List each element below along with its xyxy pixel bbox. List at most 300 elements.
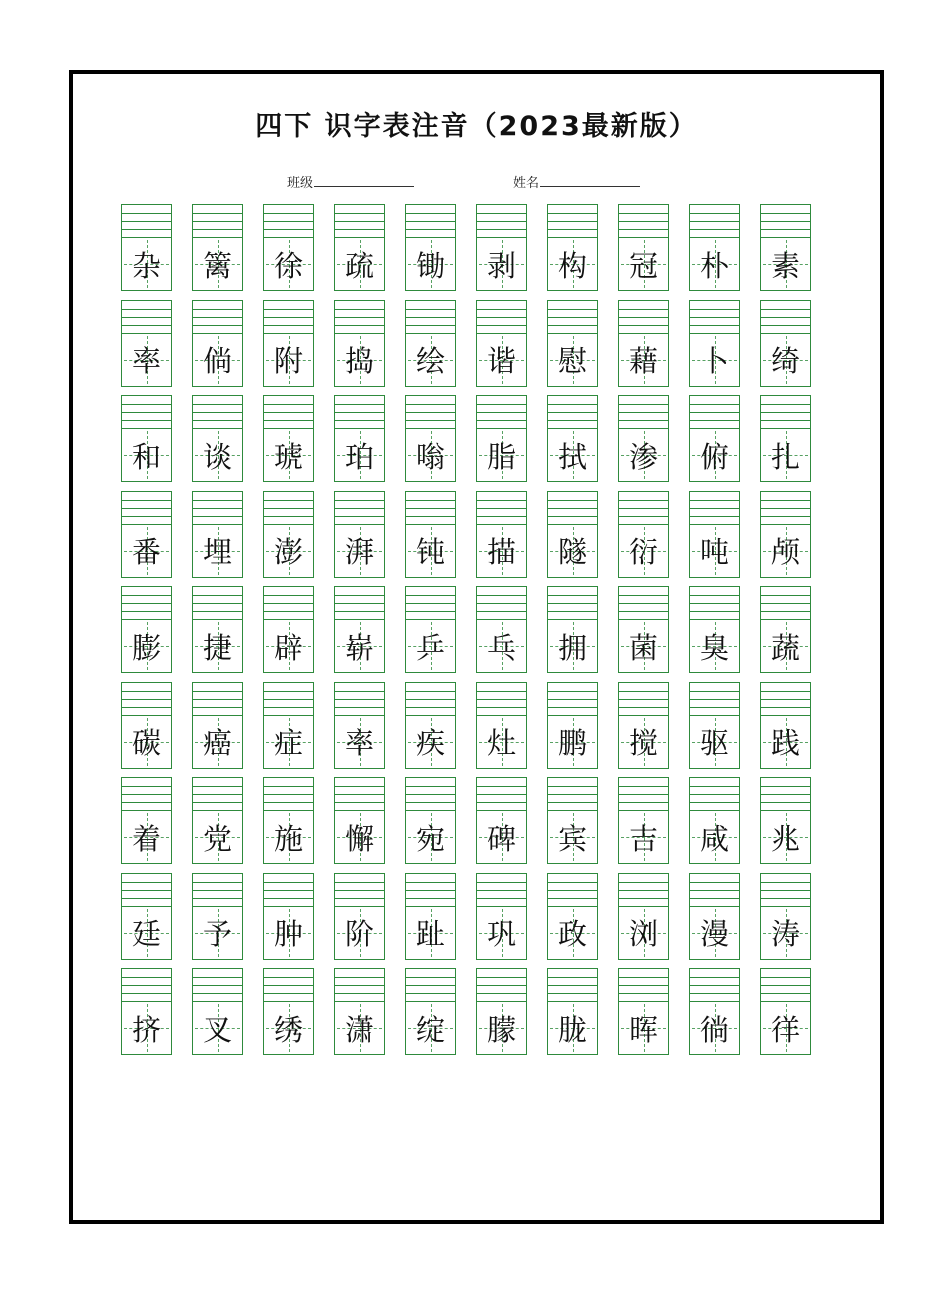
pinyin-guide-line <box>548 595 597 596</box>
pinyin-lines[interactable] <box>193 492 242 524</box>
pinyin-guide-line <box>406 603 455 604</box>
pinyin-lines[interactable] <box>193 396 242 428</box>
pinyin-guide-line <box>477 794 526 795</box>
pinyin-lines[interactable] <box>406 778 455 810</box>
pinyin-lines[interactable] <box>335 969 384 1001</box>
pinyin-guide-line <box>406 229 455 230</box>
pinyin-guide-line <box>761 229 810 230</box>
pinyin-lines[interactable] <box>335 301 384 333</box>
pinyin-lines[interactable] <box>690 301 739 333</box>
pinyin-guide-line <box>761 802 810 803</box>
char-cell <box>192 873 243 960</box>
char-cell <box>192 968 243 1055</box>
tianzige-box <box>406 237 455 290</box>
pinyin-guide-line <box>477 508 526 509</box>
tianzige-box <box>690 1001 739 1054</box>
char-cell <box>618 682 669 769</box>
pinyin-lines[interactable] <box>193 205 242 237</box>
tianzige-box <box>477 237 526 290</box>
pinyin-guide-line <box>335 500 384 501</box>
pinyin-guide-line <box>690 221 739 222</box>
char-cell <box>192 204 243 291</box>
hanzi-character: 捣 <box>344 344 374 378</box>
pinyin-lines[interactable] <box>690 874 739 906</box>
pinyin-lines[interactable] <box>477 396 526 428</box>
hanzi-character: 疾 <box>415 726 445 760</box>
char-cell <box>263 204 314 291</box>
pinyin-lines[interactable] <box>761 683 810 715</box>
pinyin-lines[interactable] <box>548 874 597 906</box>
pinyin-guide-line <box>335 985 384 986</box>
pinyin-lines[interactable] <box>193 587 242 619</box>
pinyin-guide-line <box>264 691 313 692</box>
pinyin-lines[interactable] <box>264 205 313 237</box>
pinyin-lines[interactable] <box>335 587 384 619</box>
pinyin-lines[interactable] <box>122 301 171 333</box>
char-cell <box>760 873 811 960</box>
hanzi-character: 崭 <box>344 630 374 665</box>
char-cell <box>618 586 669 673</box>
tianzige-box <box>406 619 455 672</box>
pinyin-guide-line <box>548 802 597 803</box>
tianzige-box <box>335 524 384 577</box>
pinyin-lines[interactable] <box>690 396 739 428</box>
hanzi-character: 描 <box>486 535 516 569</box>
pinyin-guide-line <box>619 786 668 787</box>
pinyin-lines[interactable] <box>406 396 455 428</box>
pinyin-guide-line <box>264 213 313 214</box>
pinyin-guide-line <box>264 500 313 501</box>
pinyin-guide-line <box>548 707 597 708</box>
pinyin-guide-line <box>619 699 668 700</box>
pinyin-guide-line <box>548 985 597 986</box>
tianzige-box <box>761 333 810 386</box>
pinyin-guide-line <box>619 317 668 318</box>
pinyin-guide-line <box>761 786 810 787</box>
hanzi-character: 吉 <box>628 821 658 856</box>
pinyin-lines[interactable] <box>335 874 384 906</box>
tianzige-box <box>477 906 526 959</box>
pinyin-guide-line <box>335 309 384 310</box>
pinyin-guide-line <box>122 404 171 405</box>
pinyin-guide-line <box>335 786 384 787</box>
pinyin-guide-line <box>761 611 810 612</box>
pinyin-lines[interactable] <box>264 683 313 715</box>
char-cell <box>760 491 811 578</box>
pinyin-guide-line <box>264 221 313 222</box>
pinyin-guide-line <box>619 993 668 994</box>
pinyin-guide-line <box>761 603 810 604</box>
pinyin-guide-line <box>761 213 810 214</box>
pinyin-lines[interactable] <box>193 301 242 333</box>
char-cell <box>547 873 598 960</box>
char-cell <box>689 204 740 291</box>
pinyin-guide-line <box>335 898 384 899</box>
hanzi-character: 绽 <box>415 1012 445 1047</box>
pinyin-lines[interactable] <box>619 205 668 237</box>
pinyin-lines[interactable] <box>406 492 455 524</box>
pinyin-guide-line <box>477 603 526 604</box>
pinyin-guide-line <box>619 707 668 708</box>
tianzige-box <box>619 1001 668 1054</box>
pinyin-guide-line <box>264 317 313 318</box>
tianzige-box <box>761 906 810 959</box>
tianzige-box <box>406 906 455 959</box>
pinyin-guide-line <box>335 213 384 214</box>
tianzige-box <box>761 619 810 672</box>
pinyin-lines[interactable] <box>548 396 597 428</box>
pinyin-guide-line <box>548 325 597 326</box>
pinyin-lines[interactable] <box>477 969 526 1001</box>
pinyin-lines[interactable] <box>477 492 526 524</box>
hanzi-character: 徉 <box>770 1012 800 1047</box>
char-cell <box>192 777 243 864</box>
pinyin-lines[interactable] <box>477 587 526 619</box>
char-cell <box>689 968 740 1055</box>
char-cell <box>618 395 669 482</box>
pinyin-lines[interactable] <box>548 301 597 333</box>
pinyin-guide-line <box>548 786 597 787</box>
pinyin-lines[interactable] <box>406 969 455 1001</box>
pinyin-guide-line <box>122 786 171 787</box>
tianzige-box <box>548 333 597 386</box>
pinyin-guide-line <box>477 412 526 413</box>
pinyin-lines[interactable] <box>619 396 668 428</box>
tianzige-box <box>193 1001 242 1054</box>
hanzi-character: 懈 <box>344 821 374 856</box>
pinyin-lines[interactable] <box>335 396 384 428</box>
pinyin-guide-line <box>193 420 242 421</box>
pinyin-lines[interactable] <box>690 969 739 1001</box>
pinyin-guide-line <box>477 595 526 596</box>
tianzige-box <box>619 237 668 290</box>
pinyin-guide-line <box>335 691 384 692</box>
pinyin-lines[interactable] <box>193 874 242 906</box>
pinyin-guide-line <box>122 516 171 517</box>
tianzige-box <box>761 1001 810 1054</box>
tianzige-box <box>193 715 242 768</box>
pinyin-guide-line <box>193 229 242 230</box>
pinyin-guide-line <box>122 882 171 883</box>
pinyin-guide-line <box>264 977 313 978</box>
tianzige-box <box>122 428 171 481</box>
pinyin-lines[interactable] <box>264 874 313 906</box>
char-cell <box>618 491 669 578</box>
pinyin-lines[interactable] <box>690 587 739 619</box>
pinyin-lines[interactable] <box>477 301 526 333</box>
pinyin-lines[interactable] <box>619 683 668 715</box>
pinyin-lines[interactable] <box>761 492 810 524</box>
pinyin-guide-line <box>690 420 739 421</box>
pinyin-lines[interactable] <box>619 492 668 524</box>
hanzi-character: 乓 <box>486 630 516 665</box>
pinyin-guide-line <box>335 707 384 708</box>
hanzi-character: 剥 <box>486 248 516 283</box>
pinyin-guide-line <box>193 890 242 891</box>
pinyin-guide-line <box>406 691 455 692</box>
pinyin-guide-line <box>335 508 384 509</box>
pinyin-guide-line <box>690 317 739 318</box>
pinyin-guide-line <box>335 404 384 405</box>
pinyin-guide-line <box>690 890 739 891</box>
hanzi-character: 廷 <box>131 917 161 951</box>
char-cell <box>121 873 172 960</box>
pinyin-guide-line <box>406 404 455 405</box>
tianzige-box <box>122 524 171 577</box>
tianzige-box <box>122 715 171 768</box>
pinyin-lines[interactable] <box>548 778 597 810</box>
pinyin-lines[interactable] <box>122 778 171 810</box>
char-cell <box>547 300 598 387</box>
pinyin-lines[interactable] <box>690 205 739 237</box>
pinyin-lines[interactable] <box>548 492 597 524</box>
pinyin-guide-line <box>619 420 668 421</box>
tianzige-box <box>406 715 455 768</box>
pinyin-guide-line <box>477 229 526 230</box>
char-cell <box>263 586 314 673</box>
tianzige-box <box>761 237 810 290</box>
tianzige-box <box>548 619 597 672</box>
pinyin-guide-line <box>548 882 597 883</box>
char-cell <box>547 586 598 673</box>
pinyin-guide-line <box>335 595 384 596</box>
pinyin-guide-line <box>477 985 526 986</box>
pinyin-lines[interactable] <box>406 683 455 715</box>
pinyin-lines[interactable] <box>548 683 597 715</box>
pinyin-guide-line <box>122 221 171 222</box>
tianzige-box <box>548 524 597 577</box>
pinyin-lines[interactable] <box>406 301 455 333</box>
pinyin-guide-line <box>264 786 313 787</box>
char-cell <box>121 682 172 769</box>
pinyin-guide-line <box>548 508 597 509</box>
char-cell <box>192 586 243 673</box>
pinyin-guide-line <box>335 317 384 318</box>
pinyin-lines[interactable] <box>690 492 739 524</box>
pinyin-lines[interactable] <box>406 874 455 906</box>
tianzige-box <box>264 906 313 959</box>
pinyin-lines[interactable] <box>264 492 313 524</box>
pinyin-lines[interactable] <box>335 205 384 237</box>
hanzi-character: 涛 <box>770 917 800 951</box>
tianzige-box <box>122 237 171 290</box>
pinyin-lines[interactable] <box>690 683 739 715</box>
char-cell <box>334 682 385 769</box>
char-cell <box>405 586 456 673</box>
pinyin-guide-line <box>690 691 739 692</box>
pinyin-guide-line <box>477 882 526 883</box>
char-cell <box>334 204 385 291</box>
pinyin-lines[interactable] <box>761 778 810 810</box>
pinyin-guide-line <box>761 882 810 883</box>
pinyin-lines[interactable] <box>264 778 313 810</box>
pinyin-guide-line <box>619 516 668 517</box>
pinyin-guide-line <box>690 412 739 413</box>
pinyin-lines[interactable] <box>264 587 313 619</box>
pinyin-guide-line <box>690 993 739 994</box>
pinyin-guide-line <box>193 516 242 517</box>
pinyin-lines[interactable] <box>122 874 171 906</box>
pinyin-lines[interactable] <box>477 683 526 715</box>
tianzige-box <box>335 333 384 386</box>
hanzi-character: 倘 <box>202 344 232 378</box>
pinyin-lines[interactable] <box>619 874 668 906</box>
pinyin-guide-line <box>761 508 810 509</box>
pinyin-guide-line <box>335 802 384 803</box>
pinyin-guide-line <box>335 890 384 891</box>
char-cell <box>760 204 811 291</box>
pinyin-guide-line <box>406 794 455 795</box>
pinyin-guide-line <box>122 603 171 604</box>
hanzi-character: 浏 <box>628 917 658 951</box>
pinyin-guide-line <box>548 309 597 310</box>
pinyin-lines[interactable] <box>761 205 810 237</box>
pinyin-guide-line <box>406 977 455 978</box>
pinyin-lines[interactable] <box>122 683 171 715</box>
char-cell <box>121 777 172 864</box>
pinyin-guide-line <box>406 890 455 891</box>
pinyin-lines[interactable] <box>619 587 668 619</box>
tianzige-box <box>619 906 668 959</box>
pinyin-guide-line <box>477 890 526 891</box>
tianzige-box <box>690 619 739 672</box>
char-cell <box>405 395 456 482</box>
pinyin-guide-line <box>477 699 526 700</box>
pinyin-guide-line <box>690 707 739 708</box>
tianzige-box <box>619 619 668 672</box>
pinyin-guide-line <box>548 500 597 501</box>
pinyin-lines[interactable] <box>619 778 668 810</box>
char-cell <box>760 968 811 1055</box>
pinyin-guide-line <box>406 325 455 326</box>
pinyin-lines[interactable] <box>477 205 526 237</box>
pinyin-lines[interactable] <box>548 205 597 237</box>
pinyin-guide-line <box>122 993 171 994</box>
pinyin-guide-line <box>477 898 526 899</box>
pinyin-guide-line <box>264 412 313 413</box>
pinyin-guide-line <box>264 794 313 795</box>
pinyin-lines[interactable] <box>193 969 242 1001</box>
pinyin-guide-line <box>761 317 810 318</box>
pinyin-lines[interactable] <box>619 969 668 1001</box>
pinyin-guide-line <box>406 882 455 883</box>
pinyin-guide-line <box>619 412 668 413</box>
pinyin-lines[interactable] <box>122 587 171 619</box>
hanzi-character: 巩 <box>486 917 516 951</box>
pinyin-guide-line <box>477 611 526 612</box>
hanzi-character: 俯 <box>699 439 729 474</box>
tianzige-box <box>193 906 242 959</box>
pinyin-guide-line <box>406 595 455 596</box>
pinyin-lines[interactable] <box>761 969 810 1001</box>
char-cell <box>689 682 740 769</box>
pinyin-lines[interactable] <box>690 778 739 810</box>
hanzi-character: 捷 <box>202 630 232 665</box>
pinyin-guide-line <box>619 882 668 883</box>
pinyin-lines[interactable] <box>193 778 242 810</box>
pinyin-lines[interactable] <box>548 587 597 619</box>
char-cell <box>334 491 385 578</box>
pinyin-guide-line <box>264 611 313 612</box>
pinyin-guide-line <box>264 603 313 604</box>
hanzi-character: 吨 <box>699 535 729 569</box>
pinyin-guide-line <box>193 985 242 986</box>
pinyin-lines[interactable] <box>264 969 313 1001</box>
pinyin-lines[interactable] <box>477 874 526 906</box>
tianzige-box <box>477 428 526 481</box>
page-title: 四下 识字表注音（2023最新版） <box>255 111 698 142</box>
pinyin-guide-line <box>193 603 242 604</box>
tianzige-box <box>477 524 526 577</box>
tianzige-box <box>406 428 455 481</box>
pinyin-guide-line <box>761 977 810 978</box>
name-label: 姓名 <box>513 176 540 191</box>
tianzige-box <box>548 237 597 290</box>
pinyin-lines[interactable] <box>122 492 171 524</box>
hanzi-character: 扎 <box>770 439 800 474</box>
hanzi-character: 冠 <box>628 248 658 283</box>
pinyin-lines[interactable] <box>335 492 384 524</box>
tianzige-box <box>335 428 384 481</box>
pinyin-lines[interactable] <box>122 396 171 428</box>
pinyin-guide-line <box>193 691 242 692</box>
pinyin-lines[interactable] <box>619 301 668 333</box>
pinyin-lines[interactable] <box>761 396 810 428</box>
tianzige-box <box>690 810 739 863</box>
tianzige-box <box>264 333 313 386</box>
pinyin-guide-line <box>619 603 668 604</box>
pinyin-lines[interactable] <box>264 301 313 333</box>
pinyin-lines[interactable] <box>477 778 526 810</box>
pinyin-guide-line <box>122 309 171 310</box>
pinyin-guide-line <box>619 890 668 891</box>
hanzi-character: 晖 <box>628 1012 658 1047</box>
tianzige-box <box>548 810 597 863</box>
pinyin-guide-line <box>264 993 313 994</box>
pinyin-lines[interactable] <box>122 969 171 1001</box>
pinyin-lines[interactable] <box>264 396 313 428</box>
hanzi-character: 和 <box>131 439 161 474</box>
pinyin-guide-line <box>264 516 313 517</box>
hanzi-character: 绘 <box>415 344 445 378</box>
tianzige-box <box>619 333 668 386</box>
pinyin-lines[interactable] <box>761 874 810 906</box>
pinyin-lines[interactable] <box>193 683 242 715</box>
pinyin-lines[interactable] <box>335 683 384 715</box>
pinyin-lines[interactable] <box>761 301 810 333</box>
hanzi-character: 藉 <box>628 344 658 378</box>
hanzi-character: 率 <box>344 726 374 760</box>
pinyin-guide-line <box>406 412 455 413</box>
pinyin-lines[interactable] <box>335 778 384 810</box>
tianzige-box <box>335 810 384 863</box>
pinyin-guide-line <box>619 802 668 803</box>
pinyin-guide-line <box>406 802 455 803</box>
pinyin-lines[interactable] <box>406 587 455 619</box>
pinyin-guide-line <box>761 890 810 891</box>
hanzi-character: 践 <box>770 726 800 760</box>
char-cell <box>334 586 385 673</box>
pinyin-lines[interactable] <box>761 587 810 619</box>
char-cell <box>760 300 811 387</box>
tianzige-box <box>264 619 313 672</box>
pinyin-guide-line <box>477 325 526 326</box>
pinyin-lines[interactable] <box>122 205 171 237</box>
pinyin-lines[interactable] <box>548 969 597 1001</box>
pinyin-lines[interactable] <box>406 205 455 237</box>
pinyin-guide-line <box>335 420 384 421</box>
pinyin-guide-line <box>548 611 597 612</box>
